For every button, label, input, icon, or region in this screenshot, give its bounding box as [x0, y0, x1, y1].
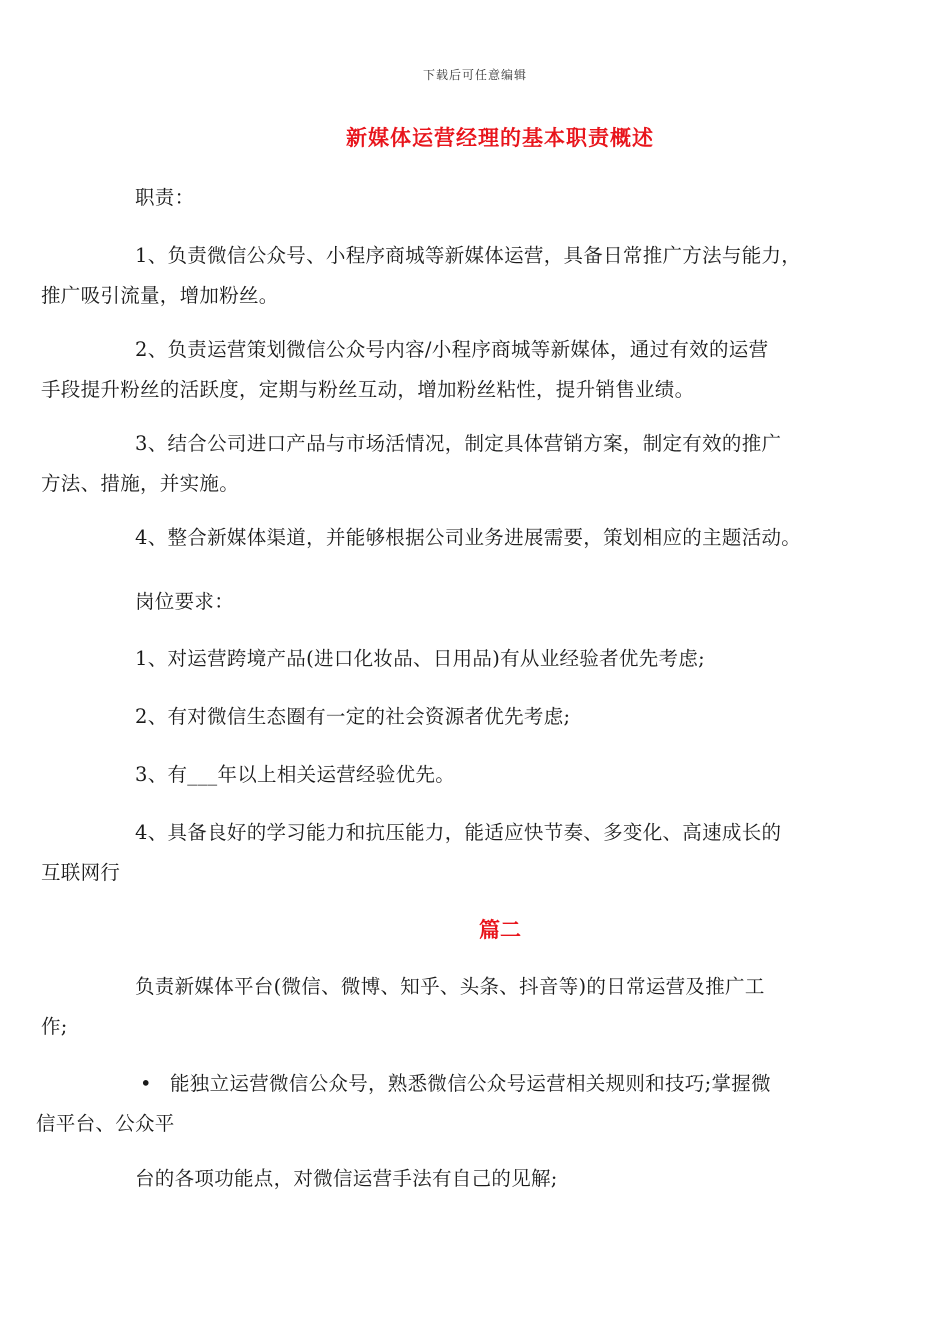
duty-item-2-line-2: 手段提升粉丝的活跃度，定期与粉丝互动，增加粉丝粘性，提升销售业绩。	[41, 378, 695, 401]
section-2-intro-line-2: 作;	[41, 1015, 68, 1038]
duty-item-1-line-1: 1、负责微信公众号、小程序商城等新媒体运营，具备日常推广方法与能力，	[135, 244, 802, 267]
duty-item-4-line-1: 4、整合新媒体渠道，并能够根据公司业务进展需要，策划相应的主题活动。	[135, 526, 802, 549]
requirement-item-4	[41, 813, 888, 893]
duty-item-1-line-2: 推广吸引流量，增加粉丝。	[41, 284, 279, 307]
requirement-item-4-line-1: 4、具备良好的学习能力和抗压能力，能适应快节奏、多变化、高速成长的	[135, 821, 782, 844]
requirement-item-1-line-1: 1、对运营跨境产品(进口化妆品、日用品)有从业经验者优先考虑;	[135, 647, 705, 670]
requirements-label: 岗位要求：	[135, 590, 235, 613]
bullet-item-line-2: 信平台、公众平	[36, 1112, 175, 1135]
requirement-item-1	[88, 639, 888, 679]
bullet-item	[36, 1064, 888, 1144]
requirement-item-4-line-2: 互联网行	[41, 861, 121, 884]
duty-item-2	[41, 330, 888, 410]
duty-item-1	[41, 236, 888, 316]
duty-item-3-line-1: 3、结合公司进口产品与市场活情况，制定具体营销方案，制定有效的推广	[135, 432, 782, 455]
duties-label: 职责：	[135, 186, 195, 209]
duty-item-2-line-1: 2、负责运营策划微信公众号内容/小程序商城等新媒体，通过有效的运营	[135, 338, 769, 361]
requirement-item-2	[88, 697, 888, 737]
requirement-item-3-line-1: 3、有___年以上相关运营经验优先。	[135, 763, 456, 786]
section-2-title: 篇二	[479, 917, 521, 942]
duty-item-4	[88, 518, 888, 558]
document-title: 新媒体运营经理的基本职责概述	[346, 125, 654, 150]
header-note: 下载后可任意编辑	[422, 68, 527, 82]
requirement-item-2-line-1: 2、有对微信生态圈有一定的社会资源者优先考虑;	[135, 705, 571, 728]
section-2-intro-line-1: 负责新媒体平台(微信、微博、知乎、头条、抖音等)的日常运营及推广工	[135, 975, 765, 998]
bullet-continuation: 台的各项功能点，对微信运营手法有自己的见解;	[135, 1167, 558, 1190]
bullet-item-text: 能独立运营微信公众号，熟悉微信公众号运营相关规则和技巧;掌握微	[170, 1072, 771, 1095]
bullet-item-line-1	[88, 1064, 888, 1104]
bullet-dot-icon: •	[140, 1072, 152, 1095]
duty-item-3	[41, 424, 888, 504]
duty-item-3-line-2: 方法、措施，并实施。	[41, 472, 240, 495]
requirement-item-3	[88, 755, 888, 795]
section-2-intro	[41, 967, 888, 1047]
